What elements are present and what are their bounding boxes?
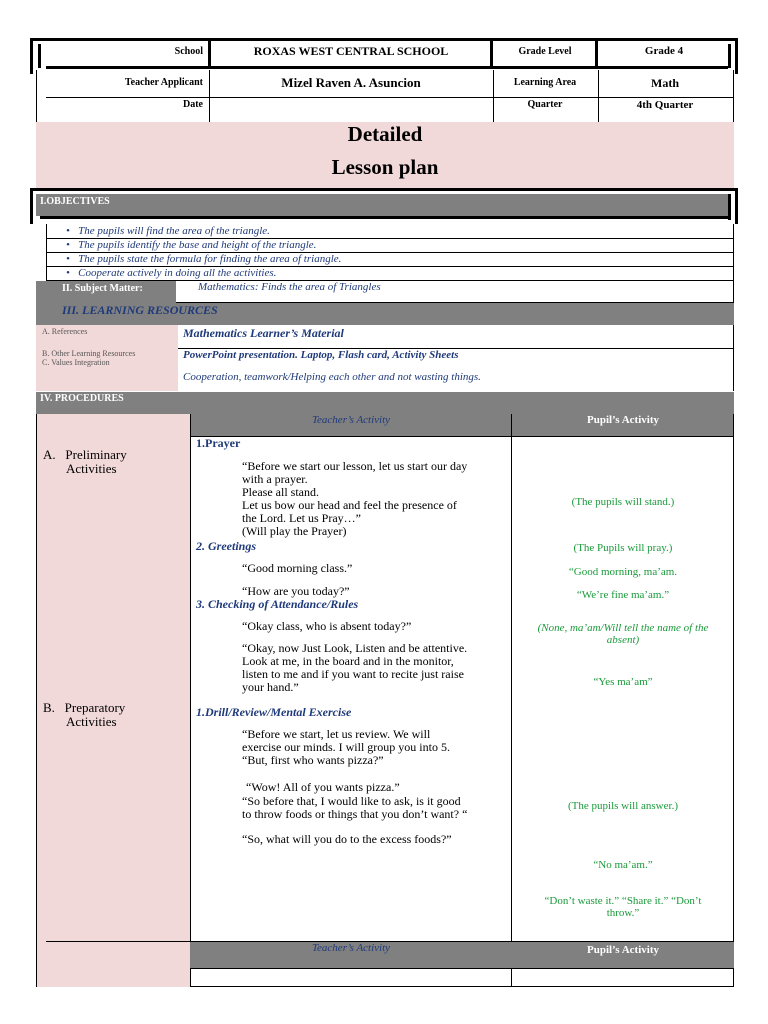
values-integration-label: C. Values Integration — [42, 358, 110, 367]
greeting-line-1: “Good morning class.” — [242, 561, 353, 575]
drill-text: “Before we start, let us review. We will exercise our minds. I will group you into 5. “But, first who wants pizza?” — [242, 727, 450, 767]
grade-level-value: Grade 4 — [644, 45, 684, 57]
greeting-line-2: “How are you today?” — [242, 584, 350, 598]
objective-item: • The pupils identify the base and height of the triangle. — [66, 239, 317, 251]
pupil-response-waste: “Don’t waste it.” “Share it.” “Don’t throw.” — [544, 895, 702, 919]
teacher-activity-header-repeat: Teacher’s Activity — [311, 942, 391, 954]
subject-matter-value: Mathematics: Finds the area of Triangles — [198, 281, 381, 293]
objective-item: • The pupils state the formula for finding the area of triangle. — [66, 253, 342, 265]
pupil-activity-header-repeat: Pupil’s Activity — [586, 944, 659, 956]
pupil-response-stand: (The pupils will stand.) — [571, 496, 675, 508]
other-resources-label: B. Other Learning Resources — [42, 349, 136, 358]
pupil-response-yes: “Yes ma’am” — [593, 676, 653, 688]
excess-line: “So, what will you do to the excess foods?” — [242, 832, 452, 846]
title-line1: Detailed — [347, 122, 423, 146]
prayer-heading: 1.Prayer — [196, 436, 241, 450]
objectives-heading: I.OBJECTIVES — [40, 196, 110, 207]
school-label: School — [174, 46, 203, 57]
attendance-text: “Okay, now Just Look, Listen and be attentive. Look at me, in the board and in the monitor, listen to me and if you want to recite just raise your hand.” — [242, 641, 468, 694]
attendance-heading: 3. Checking of Attendance/Rules — [196, 597, 359, 611]
section-b-label-2: Activities — [66, 714, 117, 729]
subject-matter-label: II. Subject Matter: — [62, 283, 143, 294]
learning-resources-heading: III. LEARNING RESOURCES — [62, 303, 218, 317]
pupil-response-fine: “We’re fine ma’am.” — [576, 589, 670, 601]
pupil-response-no: “No ma’am.” — [593, 859, 653, 871]
pupil-response-absent: (None, ma’am/Will tell the name of the absent) — [537, 622, 709, 646]
attendance-line-1: “Okay class, who is absent today?” — [242, 619, 412, 633]
section-a-label: A. Preliminary — [43, 447, 127, 462]
school-value: ROXAS WEST CENTRAL SCHOOL — [253, 44, 449, 58]
section-a-label-2: Activities — [66, 461, 117, 476]
pupil-activity-header: Pupil’s Activity — [586, 414, 659, 426]
procedures-heading: IV. PROCEDURES — [40, 393, 124, 404]
references-label: A. References — [42, 327, 88, 336]
pupil-response-answer: (The pupils will answer.) — [568, 800, 678, 812]
title-band — [36, 122, 734, 188]
objective-item: • The pupils will find the area of the triangle. — [66, 225, 270, 237]
greetings-heading: 2. Greetings — [196, 539, 256, 553]
values-integration-value: Cooperation, teamwork/Helping each other and not wasting things. — [183, 371, 481, 383]
references-value: Mathematics Learner’s Material — [183, 326, 344, 340]
objective-item: • Cooperate actively in doing all the activities. — [66, 267, 277, 279]
pupil-response-morning: “Good morning, ma’am. — [568, 566, 678, 578]
date-label: Date — [183, 99, 203, 110]
teacher-activity-header: Teacher’s Activity — [311, 414, 391, 426]
prayer-text: “Before we start our lesson, let us start our day with a prayer. Please all stand. Let us bow our head and feel the presence of the Lord. Let us Pray…” (Will play the Prayer) — [242, 459, 468, 538]
quarter-value: 4th Quarter — [636, 99, 694, 111]
teacher-value: Mizel Raven A. Asuncion — [281, 75, 421, 90]
teacher-label: Teacher Applicant — [124, 77, 203, 88]
food-text: “So before that, I would like to ask, is it good to throw foods or things that you don’t want? “ — [242, 794, 468, 821]
pupil-response-pray: (The Pupils will pray.) — [573, 542, 673, 554]
pizza-line: “Wow! All of you wants pizza.” — [246, 780, 400, 794]
section-b-label: B. Preparatory — [43, 700, 126, 715]
learning-area-label: Learning Area — [513, 77, 577, 88]
drill-heading: 1.Drill/Review/Mental Exercise — [196, 705, 352, 719]
quarter-label: Quarter — [527, 99, 563, 110]
learning-area-value: Math — [651, 76, 679, 90]
other-resources-value: PowerPoint presentation. Laptop, Flash card, Activity Sheets — [183, 349, 459, 361]
title-line2: Lesson plan — [331, 155, 439, 179]
grade-level-label: Grade Level — [518, 46, 572, 57]
